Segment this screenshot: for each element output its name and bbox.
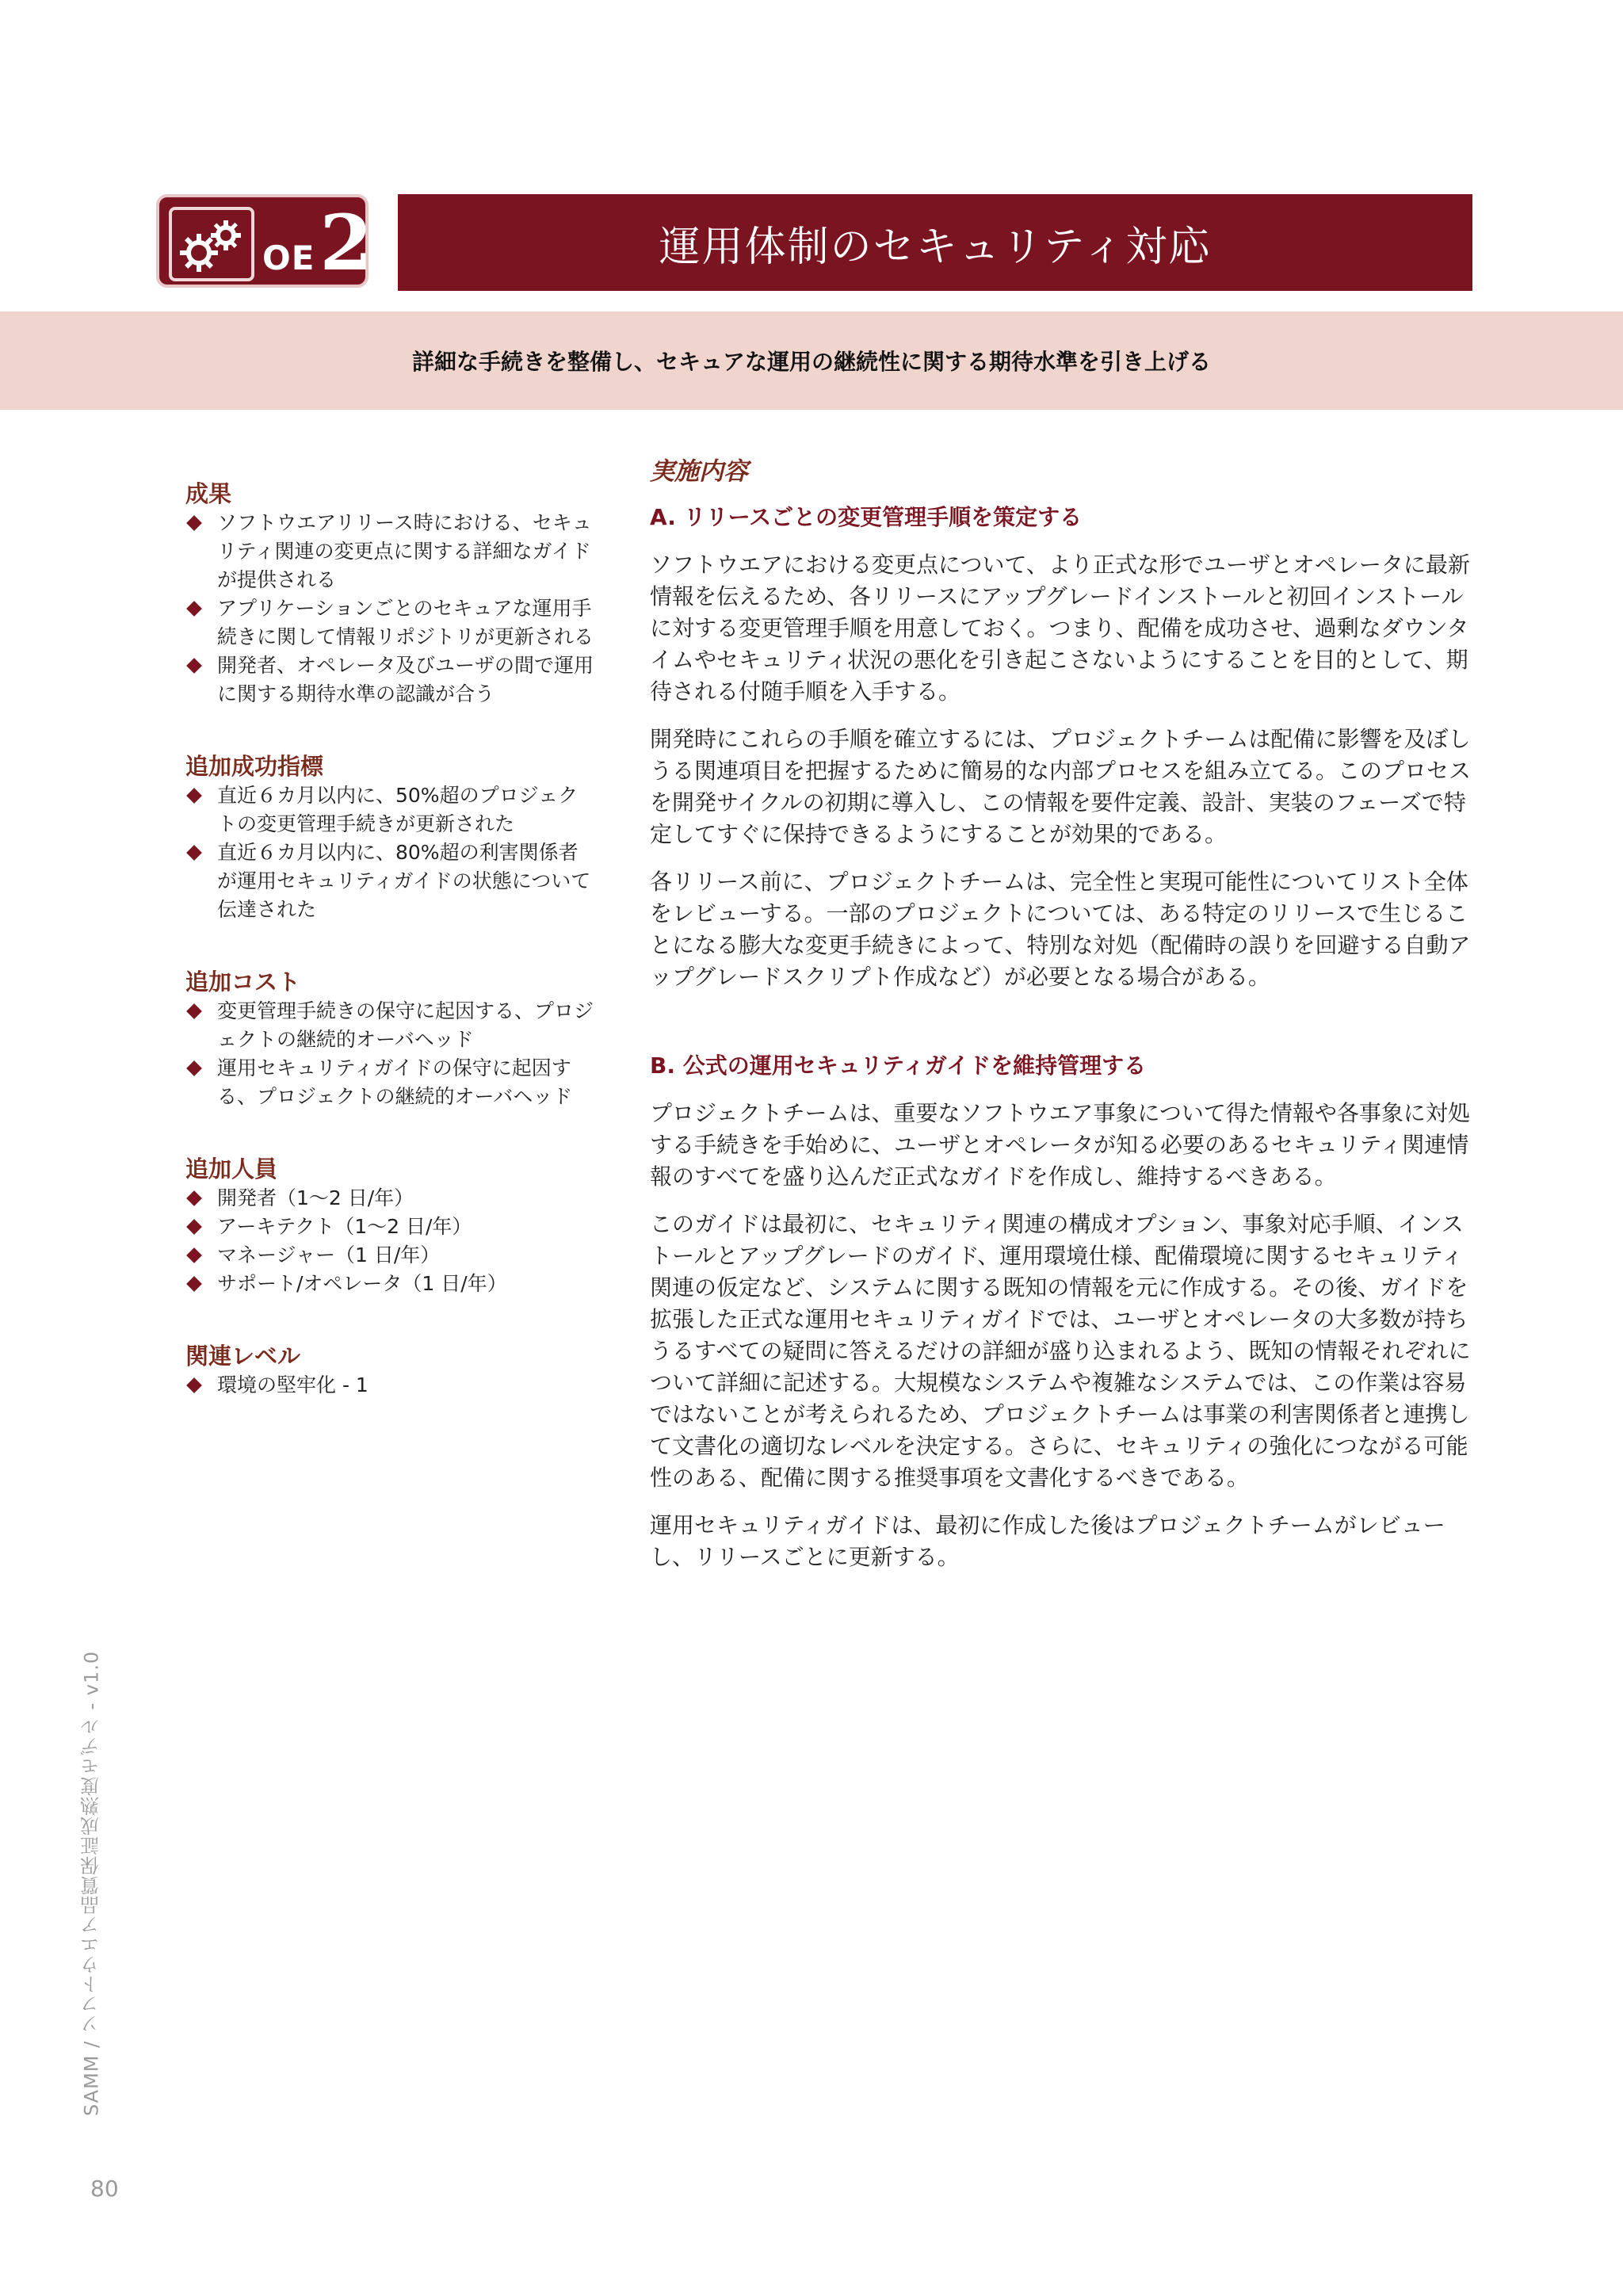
diamond-bullet-icon	[186, 1190, 202, 1206]
costs-list	[185, 997, 598, 1111]
list-item-text: マネージャー（1 日/年）	[217, 1244, 441, 1266]
list-item-text: アーキテクト（1〜2 日/年）	[217, 1215, 472, 1238]
diamond-bullet-icon	[186, 1276, 202, 1292]
list-item	[185, 997, 598, 1054]
costs-heading: 追加コスト	[185, 968, 301, 995]
personnel-heading: 追加人員	[185, 1156, 278, 1182]
gears-icon	[169, 207, 254, 281]
list-item	[185, 1270, 598, 1298]
list-item	[185, 1241, 598, 1270]
diamond-bullet-icon	[186, 515, 202, 531]
activities-heading: 実施内容	[650, 457, 748, 486]
left-column	[185, 479, 598, 1442]
practice-badge	[156, 194, 373, 288]
results-section	[185, 479, 598, 709]
activity-a-paragraph: 開発時にこれらの手順を確立するには、プロジェクトチームは配備に影響を及ぼしうる関連項目を把握するために簡易的な内部プロセスを組み立てる。このプロセスを開発サイクルの初期に導入し、この情報を要件定義、設計、実装のフェーズで特定してすぐに保持できるようにすることが効果的である。	[650, 726, 1472, 847]
page-subtitle: 詳細な手続きを整備し、セキュアな運用の継続性に関する期待水準を引き上げる	[411, 349, 1211, 375]
list-item-text: アプリケーションごとのセキュアな運用手続きに関して情報リポジトリが更新される	[217, 597, 594, 648]
right-column	[650, 454, 1478, 1589]
personnel-list	[185, 1184, 598, 1298]
metrics-list	[185, 781, 598, 924]
list-item	[185, 1371, 598, 1400]
results-heading: 成果	[185, 480, 232, 507]
list-item	[185, 594, 598, 651]
page-number: 80	[90, 2176, 119, 2202]
list-item	[185, 651, 598, 709]
list-item-text: 直近６カ月以内に、50%超のプロジェクトの変更管理手続きが更新された	[217, 784, 579, 835]
activity-b-title: B. 公式の運用セキュリティガイドを維持管理する	[650, 1052, 1147, 1079]
practice-code	[262, 198, 373, 288]
page-title: 運用体制のセキュリティ対応	[659, 223, 1212, 271]
diamond-bullet-icon	[186, 658, 202, 674]
diamond-bullet-icon	[186, 845, 202, 861]
section-spacer	[650, 1009, 1478, 1050]
diamond-bullet-icon	[186, 1060, 202, 1076]
list-item	[185, 1054, 598, 1111]
levels-list	[185, 1371, 598, 1400]
list-item	[185, 1213, 598, 1241]
list-item	[185, 781, 598, 839]
list-item-text: ソフトウエアリリース時における、セキュリティ関連の変更点に関する詳細なガイドが提供される	[217, 511, 592, 591]
document-side-label: SAMM / ソフトウエア品質保証成熟度モデル - v1.0	[80, 1650, 103, 2116]
list-item-text: 環境の堅牢化 - 1	[217, 1373, 369, 1396]
list-item-text: 開発者、オペレータ及びユーザの間で運用に関する期待水準の認識が合う	[217, 654, 594, 705]
diamond-bullet-icon	[186, 1247, 202, 1263]
activity-a-paragraph: 各リリース前に、プロジェクトチームは、完全性と実現可能性についてリスト全体をレビューする。一部のプロジェクトについては、ある特定のリリースで生じることになる膨大な変更手続きによって、特別な対処（配備時の誤りを回避する自動アップグレードスクリプト作成など）が必要となる場合がある。	[650, 869, 1471, 990]
list-item-text: 開発者（1〜2 日/年）	[217, 1186, 414, 1209]
personnel-section	[185, 1154, 598, 1298]
activity-b-paragraph: プロジェクトチームは、重要なソフトウエア事象について得た情報や各事象に対処する手続きを手始めに、ユーザとオペレータが知る必要のあるセキュリティ関連情報のすべてを盛り込んだ正式なガイドを作成し、維持するべきある。	[650, 1100, 1470, 1190]
title-bar	[398, 194, 1472, 291]
diamond-bullet-icon	[186, 1219, 202, 1235]
list-item-text: 直近６カ月以内に、80%超の利害関係者が運用セキュリティガイドの状態について伝達された	[217, 841, 591, 921]
diamond-bullet-icon	[186, 1377, 202, 1393]
activity-a-title: A. リリースごとの変更管理手順を策定する	[650, 504, 1083, 530]
activity-a-paragraph: ソフトウエアにおける変更点について、より正式な形でユーザとオペレータに最新情報を伝えるため、各リリースにアップグレードインストールと初回インストールに対する変更管理手順を用意しておく。つまり、配備を成功させ、過剰なダウンタイムやセキュリティ状況の悪化を引き起こさないようにすることを目的として、期待される付随手順を入手する。	[650, 552, 1470, 705]
activity-b-paragraph: このガイドは最初に、セキュリティ関連の構成オプション、事象対応手順、インストールとアップグレードのガイド、運用環境仕様、配備環境に関するセキュリティ関連の仮定など、システムに関する既知の情報を元に作成する。その後、ガイドを拡張した正式な運用セキュリティガイドでは、ユーザとオペレータの大多数が持ちうるすべての疑問に答えるだけの詳細が盛り込まれるよう、既知の情報それぞれについて詳細に記述する。大規模なシステムや複雑なシステムでは、この作業は容易ではないことが考えられるため、プロジェクトチームは事業の利害関係者と連携して文書化の適切なレベルを決定する。さらに、セキュリティの強化につながる可能性のある、配備に関する推奨事項を文書化するべきである。	[650, 1211, 1471, 1491]
list-item-text: 変更管理手続きの保守に起因する、プロジェクトの継続的オーバヘッド	[217, 999, 594, 1051]
diamond-bullet-icon	[186, 788, 202, 804]
diamond-bullet-icon	[186, 1003, 202, 1019]
levels-section	[185, 1341, 598, 1400]
list-item	[185, 1184, 598, 1213]
levels-heading: 関連レベル	[185, 1343, 301, 1370]
list-item-text: 運用セキュリティガイドの保守に起因する、プロジェクトの継続的オーバヘッド	[217, 1056, 573, 1108]
costs-section	[185, 967, 598, 1111]
practice-code-letters: OE	[262, 239, 315, 277]
results-list	[185, 509, 598, 709]
list-item	[185, 839, 598, 924]
activity-b-paragraph: 運用セキュリティガイドは、最初に作成した後はプロジェクトチームがレビューし、リリースごとに更新する。	[650, 1512, 1445, 1570]
list-item-text: サポート/オペレータ（1 日/年）	[217, 1272, 507, 1295]
metrics-heading: 追加成功指標	[185, 753, 324, 780]
metrics-section	[185, 751, 598, 924]
list-item	[185, 509, 598, 594]
practice-code-number: 2	[319, 198, 373, 288]
subtitle-band	[0, 311, 1623, 410]
diamond-bullet-icon	[186, 601, 202, 617]
